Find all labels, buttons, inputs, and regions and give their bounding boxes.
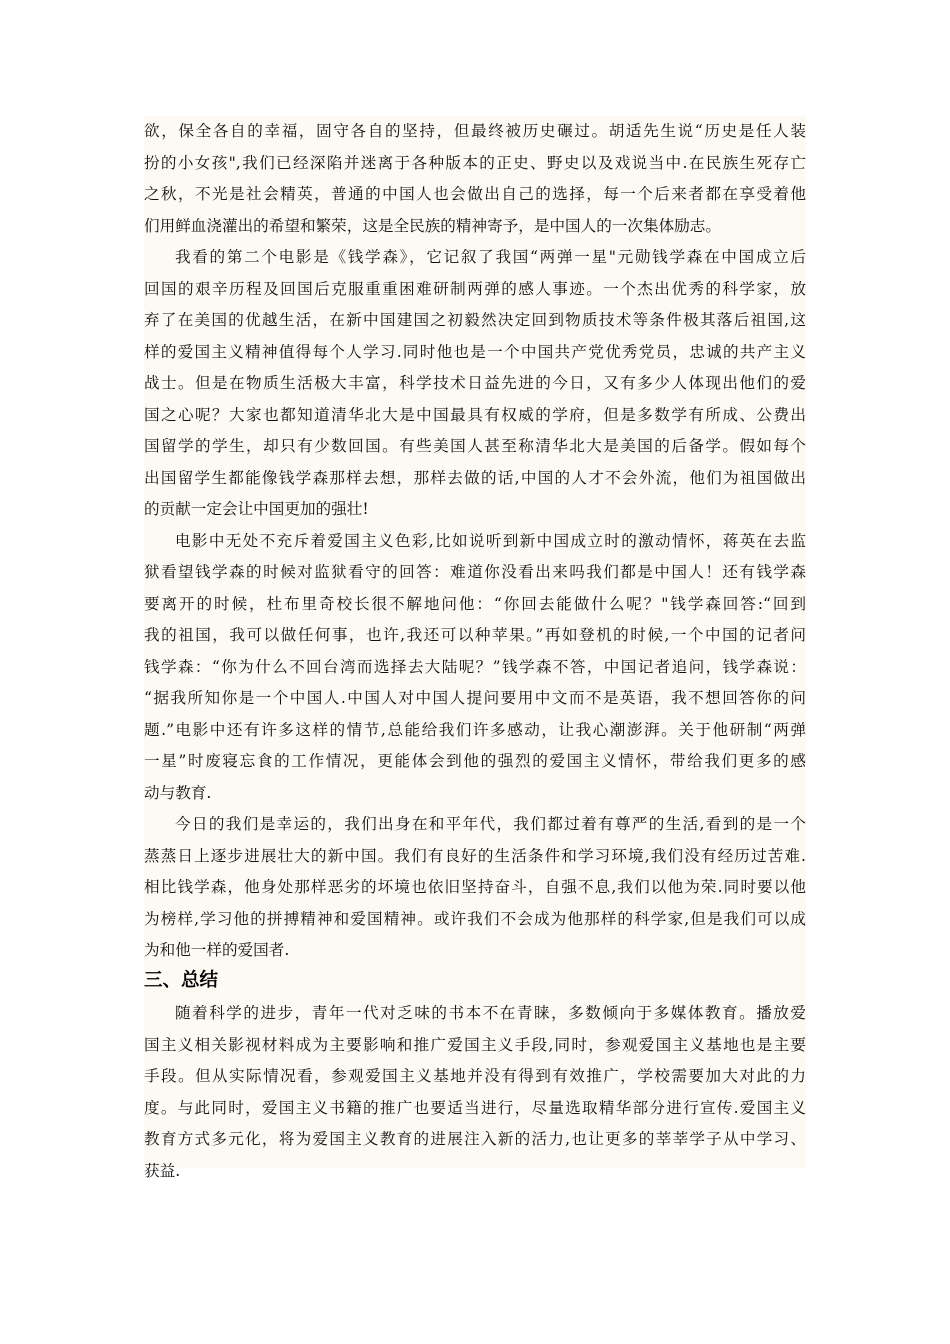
text-line: 获益.	[144, 1161, 181, 1180]
text-line: 随着科学的进步，青年一代对乏味的书本不在青睐，多数倾向于多媒体教育。播放爱	[175, 1004, 806, 1022]
section-heading: 三、总结	[144, 970, 219, 991]
text-line: 我的祖国，我可以做任何事，也许,我还可以种苹果。”再如登机的时候,一个中国的记者问	[144, 626, 806, 644]
text-line: 回国的艰辛历程及回国后克服重重困难研制两弹的感人事迹。一个杰出优秀的科学家，放	[144, 279, 806, 298]
text-line: 我看的第二个电影是《钱学森》，它记叙了我国“两弹一星"元勋钱学森在中国成立后	[175, 248, 806, 266]
text-line: 动与教育.	[144, 783, 212, 802]
text-line: 为榜样,学习他的拼搏精神和爱国精神。或许我们不会成为他那样的科学家,但是我们可以成	[144, 909, 806, 928]
text-line: 蒸蒸日上逐步进展壮大的新中国。我们有良好的生活条件和学习环境,我们没有经历过苦难.	[144, 846, 806, 865]
text-line: 教育方式多元化，将为爱国主义教育的进展注入新的活力,也让更多的莘莘学子从中学习、	[144, 1130, 806, 1148]
text-line: 电影中无处不充斥着爱国主义色彩,比如说听到新中国成立时的激动情怀，蒋英在去监	[175, 531, 806, 550]
text-line: 狱看望钱学森的时候对监狱看守的回答：难道你没看出来吗我们都是中国人！还有钱学森	[144, 563, 806, 581]
text-line: 国主义相关影视材料成为主要影响和推广爱国主义手段,同时，参观爱国主义基地也是主要	[144, 1035, 806, 1054]
text-line: 扮的小女孩",我们已经深陷并迷离于各种版本的正史、野史以及戏说当中.在民族生死存亡	[144, 153, 806, 172]
text-line: 今日的我们是幸运的，我们出身在和平年代，我们都过着有尊严的生活,看到的是一个	[175, 815, 806, 833]
text-line: 一星”时废寝忘食的工作情况，更能体会到他的强烈的爱国主义情怀，带给我们更多的感	[144, 752, 806, 770]
text-line: 要离开的时候，杜布里奇校长很不解地问他：“你回去能做什么呢？"钱学森回答:“回到	[144, 594, 806, 613]
text-line: 们用鲜血浇灌出的希望和繁荣，这是全民族的精神寄予，是中国人的一次集体励志。	[144, 216, 721, 235]
text-line: 为和他一样的爱国者.	[144, 941, 290, 959]
text-line: 出国留学生都能像钱学森那样去想，那样去做的话,中国的人才不会外流，他们为祖国做出	[144, 468, 806, 487]
text-line: 战士。但是在物质生活极大丰富，科学技术日益先进的今日，又有多少人体现出他们的爱	[144, 374, 806, 392]
text-line: 样的爱国主义精神值得每个人学习.同时他也是一个中国共产党优秀党员，忠诚的共产主义	[144, 342, 806, 361]
text-line: 相比钱学森，他身处那样恶劣的坏境也依旧坚持奋斗，自强不息,我们以他为荣.同时要以他	[144, 878, 806, 896]
text-line: 手段。但从实际情况看，参观爱国主义基地并没有得到有效推广，学校需要加大对此的力	[144, 1067, 806, 1085]
text-line: 的贡献一定会让中国更加的强壮!	[144, 500, 369, 518]
text-line: 之秋，不光是社会精英，普通的中国人也会做出自己的选择，每一个后来者都在享受着他	[144, 185, 806, 203]
document-body	[144, 116, 806, 1180]
text-line: 度。与此同时，爱国主义书籍的推广也要适当进行，尽量选取精华部分进行宣传.爱国主义	[144, 1098, 806, 1117]
text-line: 国留学的学生，却只有少数回国。有些美国人甚至称清华北大是美国的后备学。假如每个	[144, 437, 806, 455]
text-line: 欲，保全各自的幸福，固守各自的坚持，但最终被历史碾过。胡适先生说“历史是任人装	[144, 122, 806, 140]
text-line: 题.”电影中还有许多这样的情节,总能给我们许多感动，让我心潮澎湃。关于他研制“两弹	[144, 720, 806, 739]
text-line: “据我所知你是一个中国人.中国人对中国人提问要用中文而不是英语，我不想回答你的问	[144, 689, 806, 707]
text-line: 钱学森：“你为什么不回台湾而选择去大陆呢？”钱学森不答，中国记者追问，钱学森说：	[144, 657, 806, 676]
text-line: 弃了在美国的优越生活，在新中国建国之初毅然决定回到物质技术等条件极其落后祖国,这	[144, 311, 806, 329]
text-line: 国之心呢？大家也都知道清华北大是中国最具有权威的学府，但是多数学有所成、公费出	[144, 405, 806, 424]
